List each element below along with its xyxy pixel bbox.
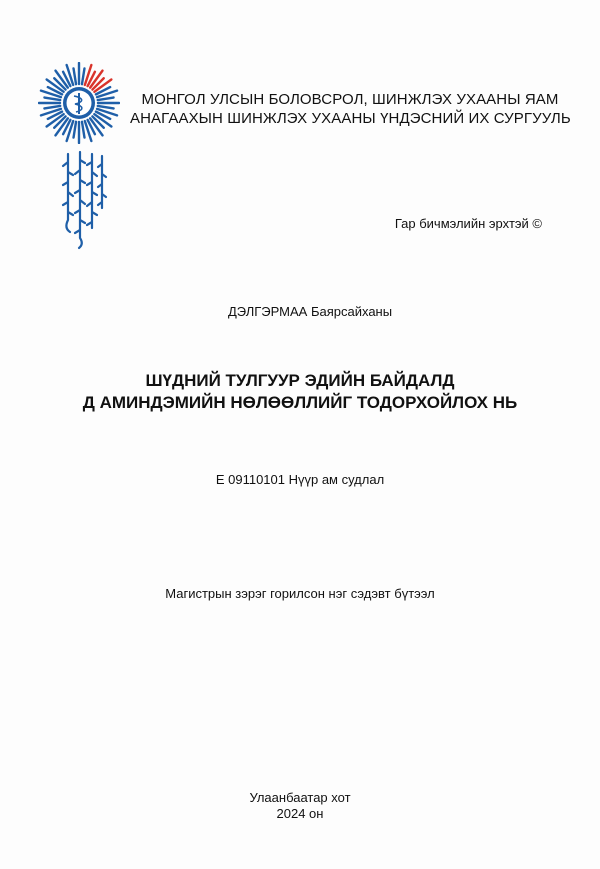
mongolian-script-emblem-text	[58, 150, 108, 252]
ministry-name: МОНГОЛ УЛСЫН БОЛОВСРОЛ, ШИНЖЛЭХ УХААНЫ ЯАМ	[141, 91, 559, 108]
institution-header	[130, 90, 570, 128]
thesis-title	[60, 370, 540, 414]
copyright-notice: Гар бичмэлийн эрхтэй ©	[394, 216, 542, 231]
university-name: АНАГААХЫН ШИНЖЛЭХ УХААНЫ ҮНДЭСНИЙ ИХ СУРГУУЛЬ	[130, 110, 571, 127]
place-and-year	[0, 790, 600, 822]
year: 2024 он	[276, 806, 324, 821]
city: Улаанбаатар хот	[249, 790, 351, 805]
thesis-title-line-1: ШҮДНИЙ ТУЛГУУР ЭДИЙН БАЙДАЛД	[145, 371, 455, 390]
specialty-code: Е 09110101 Нүүр ам судлал	[215, 472, 385, 487]
thesis-title-line-2: Д АМИНДЭМИЙН НӨЛӨӨЛЛИЙГ ТОДОРХОЙЛОХ НЬ	[82, 393, 518, 412]
author-name: ДЭЛГЭРМАА Баярсайханы	[228, 304, 393, 319]
university-emblem-icon	[38, 62, 120, 144]
degree-description: Магистрын зэрэг горилсон нэг сэдэвт бүтээл	[165, 586, 435, 601]
